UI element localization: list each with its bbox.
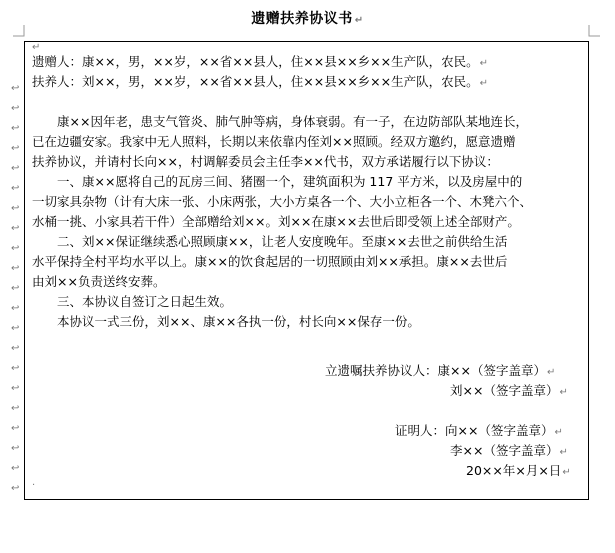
signature-witness-2: 李××（签字盖章）↵ (450, 443, 568, 458)
body-line: 康××因年老，患支气管炎、肺气肿等病，身体衰弱。有一子，在边防部队某地连长， (57, 114, 528, 129)
signature-party-1: 立遗嘱扶养协议人：康××（签字盖章）↵ (325, 363, 556, 378)
body-line: 本协议一式三份，刘××、康××各执一份，村长向××保存一份。 (57, 314, 420, 329)
document-title: 遗赠扶养协议书 ↵ (251, 11, 364, 27)
party-testator: 遗赠人：康××，男，××岁，××省××县人，住××县××乡××生产队，农民。↵ (32, 54, 489, 69)
body-line: 水桶一挑、小家具若干件）全部赠给刘××。刘××在康××去世后即受领上述全部财产。 (32, 214, 520, 229)
party-supporter: 扶养人：刘××，男，××岁，××省××县人，住××县××乡××生产队，农民。↵ (32, 74, 489, 89)
body-line: 由刘××负责送终安葬。 (32, 274, 166, 289)
body-line: 一切家具杂物（计有大床一张、小床两张，大小方桌各一个、大小立柜各一个、木凳六个、 (32, 194, 533, 209)
body-line: 水平保持全村平均水平以上。康××的饮食起居的一切照顾由刘××承担。康××去世后 (32, 254, 508, 269)
signature-witness-1: 证明人：向××（签字盖章）↵ (395, 423, 563, 438)
body-line: 已在边疆安家。我家中无人照料，长期以来依靠内侄刘××照顾。经双方邀约，愿意遗赠 (32, 134, 516, 149)
body-line: 扶养协议，并请村长向××，村调解委员会主任李××代书，双方承诺履行以下协议： (32, 154, 499, 169)
signature-party-2: 刘××（签字盖章）↵ (450, 383, 568, 398)
paragraph-mark: ↵ (32, 42, 41, 53)
paragraph-mark: ↵ (354, 15, 364, 26)
signature-date: 20××年×月×日↵ (466, 463, 571, 478)
body-line: 一、康××愿将自己的瓦房三间、猪圈一个，建筑面积为 117 平方米，以及房屋中的 (57, 174, 523, 189)
end-mark: . (32, 477, 36, 488)
body-line: 二、刘××保证继续悉心照顾康××，让老人安度晚年。至康××去世之前供给生活 (57, 234, 508, 249)
body-line: 三、本协议自签订之日起生效。 (57, 294, 233, 309)
